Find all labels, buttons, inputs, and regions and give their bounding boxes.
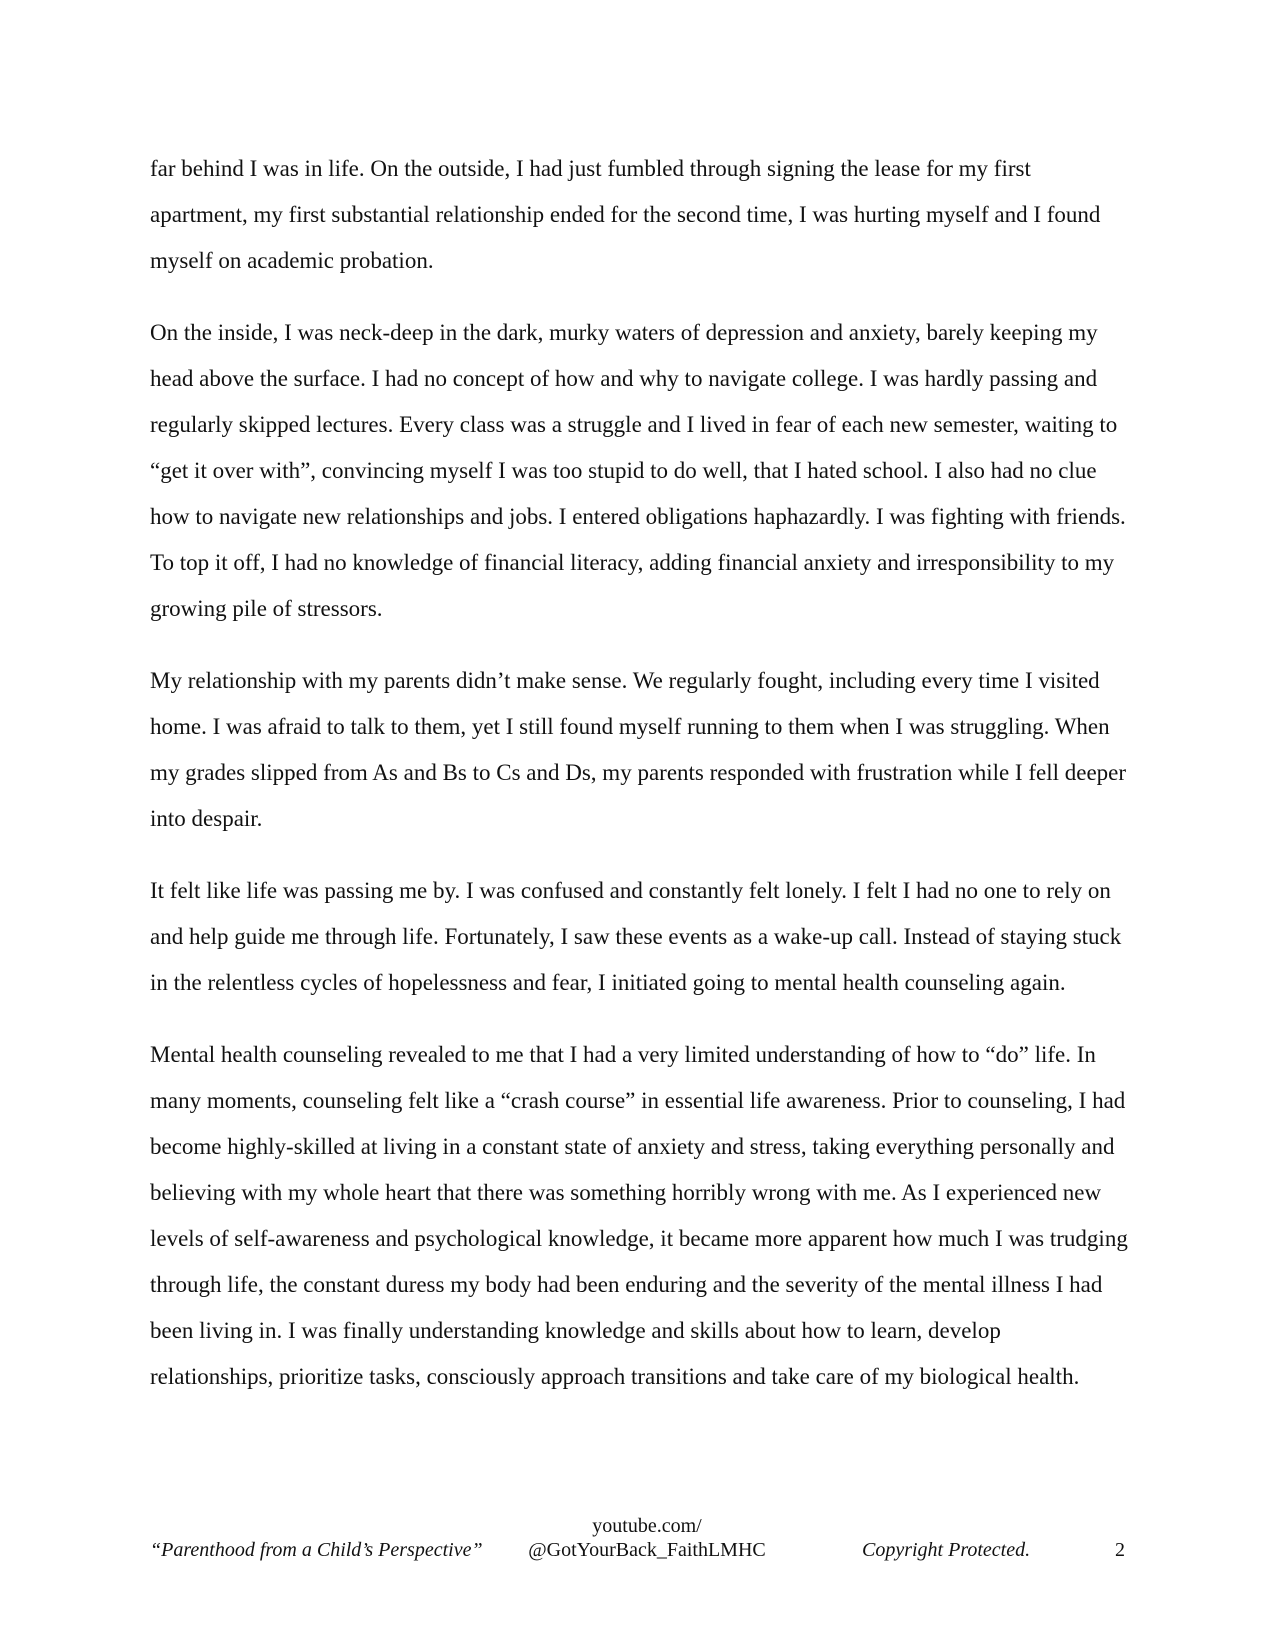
page-number: 2 (1115, 1539, 1125, 1561)
paragraph-4: It felt like life was passing me by. I was confused and constantly felt lonely. I felt I had no one to rely on and help guide me through life. Fortunately, I saw these events as a wake-up call. Instead of staying stuck in the relentless cycles of hopelessness and fear, I initiated going to mental health counseling again. (150, 878, 1122, 995)
paragraph-1: far behind I was in life. On the outside, I had just fumbled through signing the lease for my first apartment, my first substantial relationship ended for the second time, I was hurting myself and I found myself on academic probation. (150, 156, 1101, 273)
paragraph-5: Mental health counseling revealed to me that I had a very limited understanding of how to “do” life. In many moments, counseling felt like a “crash course” in essential life awareness. Prior to counseling, I had become highly-skilled at living in a constant state of anxiety and stress, taking everything personally and believing with my whole heart that there was something horribly wrong with me. As I experienced new levels of self-awareness and psychological knowledge, it became more apparent how much I was trudging through life, the constant duress my body had been enduring and the severity of the mental illness I had been living in. I was finally understanding knowledge and skills about how to learn, develop relationships, prioritize tasks, consciously approach transitions and take care of my biological health. (150, 1042, 1128, 1389)
footer-link-line-2: @GotYourBack_FaithLMHC (528, 1539, 766, 1561)
footer-copyright: Copyright Protected. (862, 1539, 1031, 1561)
footer-link-line-1: youtube.com/ (592, 1515, 702, 1537)
footer-youtube-link (522, 1514, 772, 1562)
paragraph-2: On the inside, I was neck-deep in the dark, murky waters of depression and anxiety, barely keeping my head above the surface. I had no concept of how and why to navigate college. I was hardly passing and regularly skipped lectures. Every class was a struggle and I lived in fear of each new semester, waiting to “get it over with”, convincing myself I was too stupid to do well, that I hated school. I also had no clue how to navigate new relationships and jobs. I entered obligations haphazardly. I was fighting with friends. To top it off, I had no knowledge of financial literacy, adding financial anxiety and irresponsibility to my growing pile of stressors. (150, 320, 1126, 621)
footer-book-title: “Parenthood from a Child’s Perspective” (150, 1539, 483, 1561)
paragraph-3: My relationship with my parents didn’t make sense. We regularly fought, including every time I visited home. I was afraid to talk to them, yet I still found myself running to them when I was struggling. When my grades slipped from As and Bs to Cs and Ds, my parents responded with frustration while I fell deeper into despair. (150, 668, 1127, 831)
page-footer (150, 1510, 1128, 1570)
body-text (150, 146, 1128, 1426)
